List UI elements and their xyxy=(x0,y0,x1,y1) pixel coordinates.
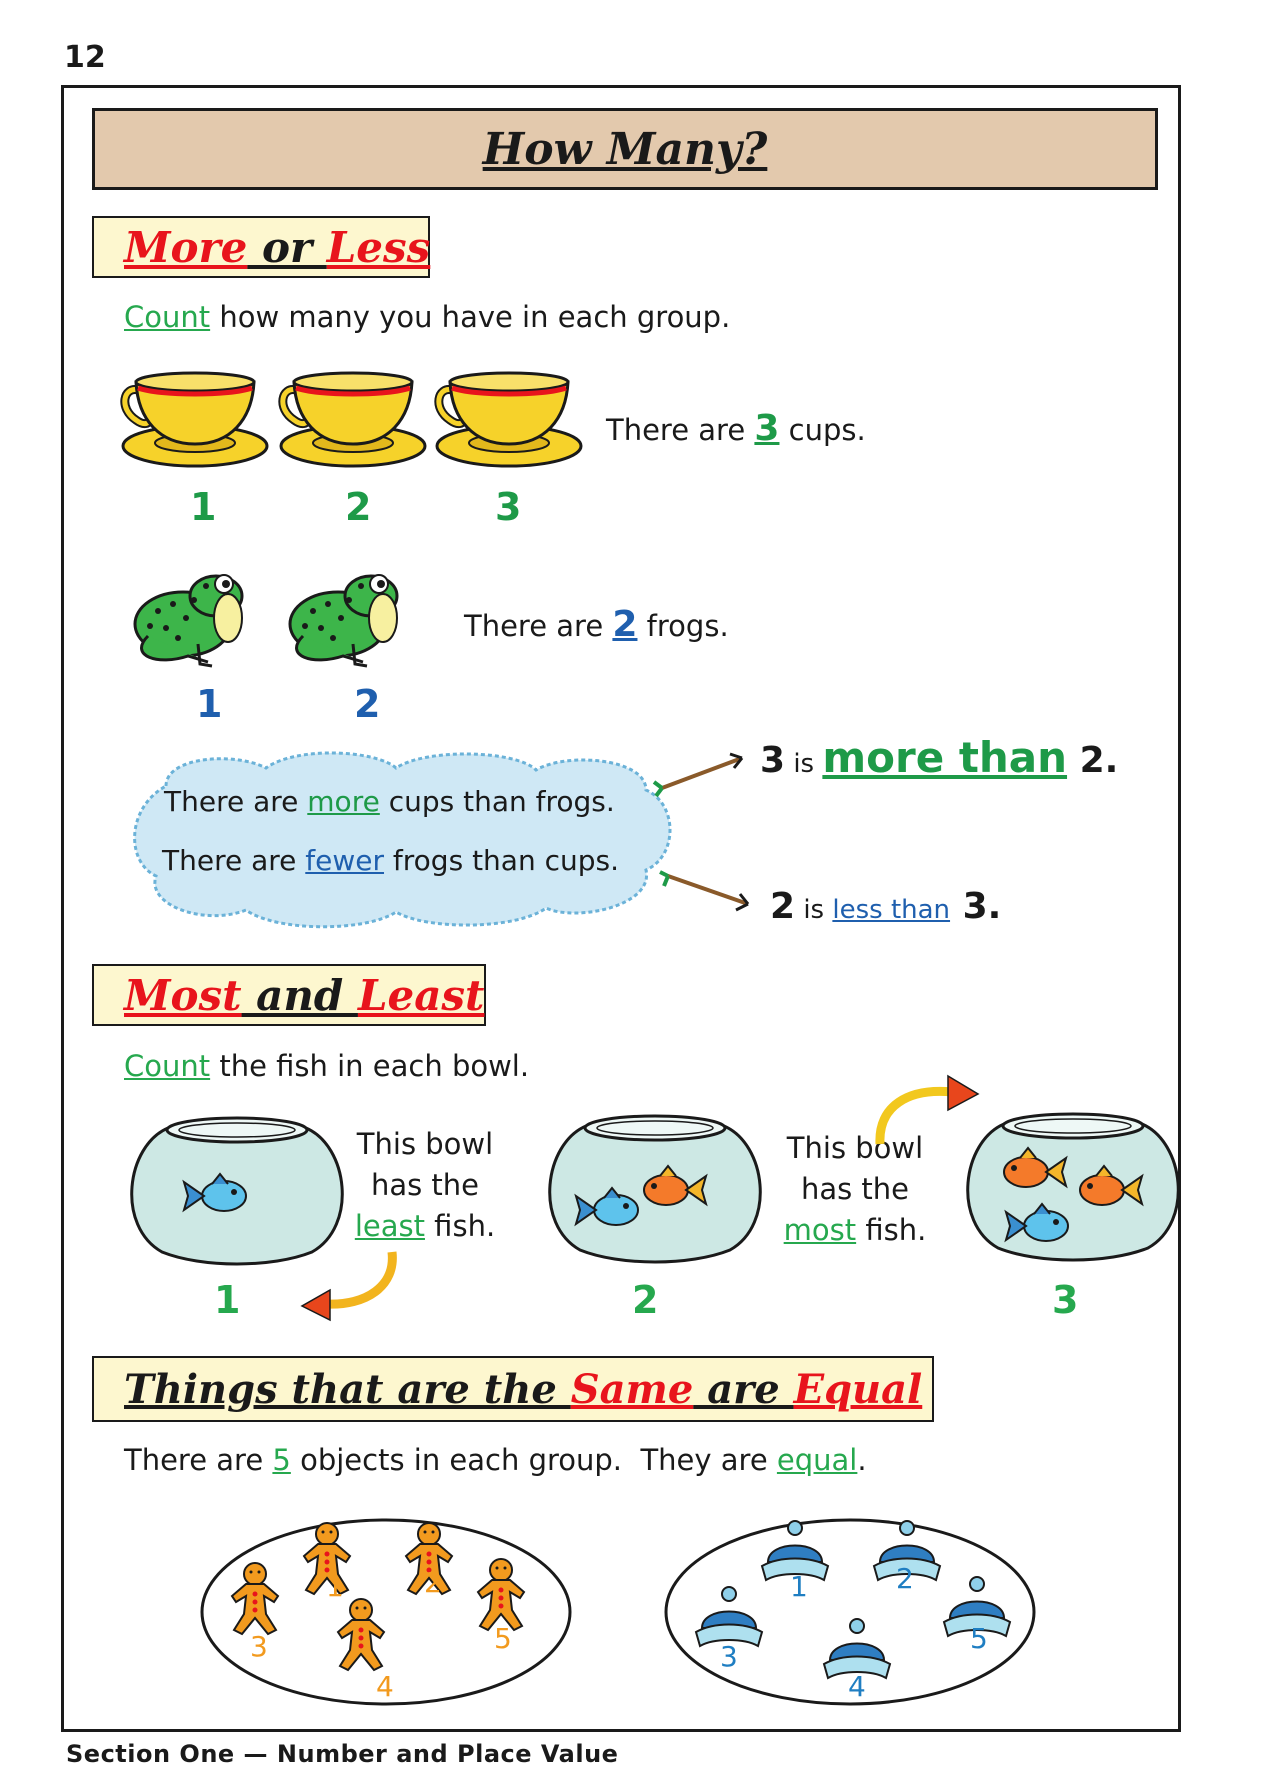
instruction-text: the fish in each bowl. xyxy=(210,1049,530,1083)
cups-sentence-pre: There are xyxy=(606,413,755,447)
fish-bowl-2 xyxy=(536,1112,776,1272)
heading-same-equal xyxy=(92,1356,934,1422)
frog-image xyxy=(135,575,242,666)
equal-sentence-mid: objects in each group. They are xyxy=(290,1443,777,1477)
heading-least: Least xyxy=(357,970,485,1020)
most-note-line2: has the xyxy=(800,1172,910,1206)
heading-equal: Equal xyxy=(793,1365,923,1413)
heading-more-or-less xyxy=(92,216,430,278)
cloud-line-more xyxy=(164,785,615,818)
more-than-b: 2. xyxy=(1067,740,1119,781)
cloud-line-fewer xyxy=(162,844,619,877)
cloud-keyword-more: more xyxy=(307,785,380,818)
instruction-text: how many you have in each group. xyxy=(210,300,731,334)
equal-count: 5 xyxy=(272,1443,291,1477)
cloud-line2-post: frogs than cups. xyxy=(384,844,619,877)
cups-group xyxy=(118,362,588,477)
hat-label: 3 xyxy=(720,1640,738,1673)
hat-label: 4 xyxy=(848,1670,866,1703)
thought-cloud xyxy=(126,746,686,938)
frog-label: 1 xyxy=(196,682,223,726)
cup-image xyxy=(123,373,267,466)
bowl-label: 2 xyxy=(632,1278,659,1322)
least-note-line3 xyxy=(350,1206,500,1247)
gingerbread-label: 3 xyxy=(250,1630,268,1663)
most-note-post: fish. xyxy=(856,1213,927,1247)
cloud-keyword-fewer: fewer xyxy=(305,844,385,877)
frogs-group xyxy=(128,552,428,682)
frogs-sentence-pre: There are xyxy=(464,609,613,643)
arrow-down-right-icon xyxy=(660,872,748,910)
equal-keyword: equal xyxy=(776,1443,858,1477)
equal-sentence-pre: There are xyxy=(124,1443,273,1477)
gingerbread-label: 2 xyxy=(424,1566,442,1599)
bowl-image xyxy=(968,1114,1179,1260)
frog-image xyxy=(290,575,397,666)
most-keyword: most xyxy=(783,1213,857,1247)
equal-sentence xyxy=(124,1443,867,1477)
bowl-label: 1 xyxy=(214,1278,241,1322)
less-than-statement xyxy=(770,886,1001,927)
less-than-is: is xyxy=(795,895,833,925)
least-note-line2: has the xyxy=(370,1168,480,1202)
less-than-phrase: less than xyxy=(832,895,951,925)
frogs-sentence xyxy=(464,604,729,645)
cup-image xyxy=(281,373,425,466)
footer-section-title: Section One — Number and Place Value xyxy=(66,1740,619,1768)
frogs-count: 2 xyxy=(612,604,638,645)
hat-label: 5 xyxy=(970,1622,988,1655)
page-number: 12 xyxy=(64,40,106,75)
heading-same: Same xyxy=(570,1365,694,1413)
heading-more: More xyxy=(124,222,248,272)
frogs-sentence-post: frogs. xyxy=(637,609,729,643)
gingerbread-label: 4 xyxy=(376,1670,394,1703)
hat-label: 1 xyxy=(790,1570,808,1603)
gingerbread-label: 5 xyxy=(494,1622,512,1655)
instruction-keyword: Count xyxy=(124,300,211,334)
gingerbread-label: 1 xyxy=(326,1570,344,1603)
frog-label: 2 xyxy=(354,682,381,726)
arrow-up-right-icon xyxy=(654,754,742,796)
cloud-line1-pre: There are xyxy=(164,785,308,818)
heading-and: and xyxy=(241,970,358,1020)
instruction-keyword: Count xyxy=(124,1049,211,1083)
hat-label: 2 xyxy=(896,1562,914,1595)
cloud-line1-post: cups than frogs. xyxy=(379,785,615,818)
more-than-phrase: more than xyxy=(822,733,1068,782)
fish-bowl-3 xyxy=(954,1110,1194,1270)
instruction-count-fish xyxy=(124,1049,529,1083)
least-note xyxy=(350,1124,500,1247)
equal-sentence-post: . xyxy=(857,1443,867,1477)
least-note-line1: This bowl xyxy=(356,1127,494,1161)
cup-label: 3 xyxy=(495,485,522,529)
heading-most: Most xyxy=(124,970,242,1020)
bowl-label: 3 xyxy=(1052,1278,1079,1322)
least-keyword: least xyxy=(354,1209,425,1243)
less-than-b: 3. xyxy=(950,886,1002,927)
heading-less: Less xyxy=(326,222,431,272)
curved-arrow-left-icon xyxy=(296,1246,406,1326)
more-than-is: is xyxy=(785,749,823,779)
most-note-line1: This bowl xyxy=(786,1131,924,1165)
title-banner xyxy=(92,108,1158,190)
heading-most-and-least xyxy=(92,964,486,1026)
cloud-line2-pre: There are xyxy=(162,844,306,877)
more-than-statement xyxy=(760,733,1118,782)
cup-label: 1 xyxy=(190,485,217,529)
curved-arrow-right-icon xyxy=(868,1070,986,1152)
least-note-post: fish. xyxy=(424,1209,496,1243)
most-note-line3 xyxy=(780,1210,930,1251)
more-than-a: 3 xyxy=(760,740,786,781)
heading-are: are xyxy=(693,1365,794,1413)
page-title: How Many? xyxy=(482,123,768,175)
arrows-group xyxy=(650,740,770,920)
cups-sentence xyxy=(606,408,866,449)
cup-image xyxy=(437,373,581,466)
cup-label: 2 xyxy=(345,485,372,529)
cups-sentence-post: cups. xyxy=(779,413,866,447)
cups-count: 3 xyxy=(754,408,780,449)
heading-or: or xyxy=(247,222,327,272)
heading-things: Things that are the xyxy=(124,1365,571,1413)
less-than-a: 2 xyxy=(770,886,796,927)
instruction-count-groups xyxy=(124,300,730,334)
